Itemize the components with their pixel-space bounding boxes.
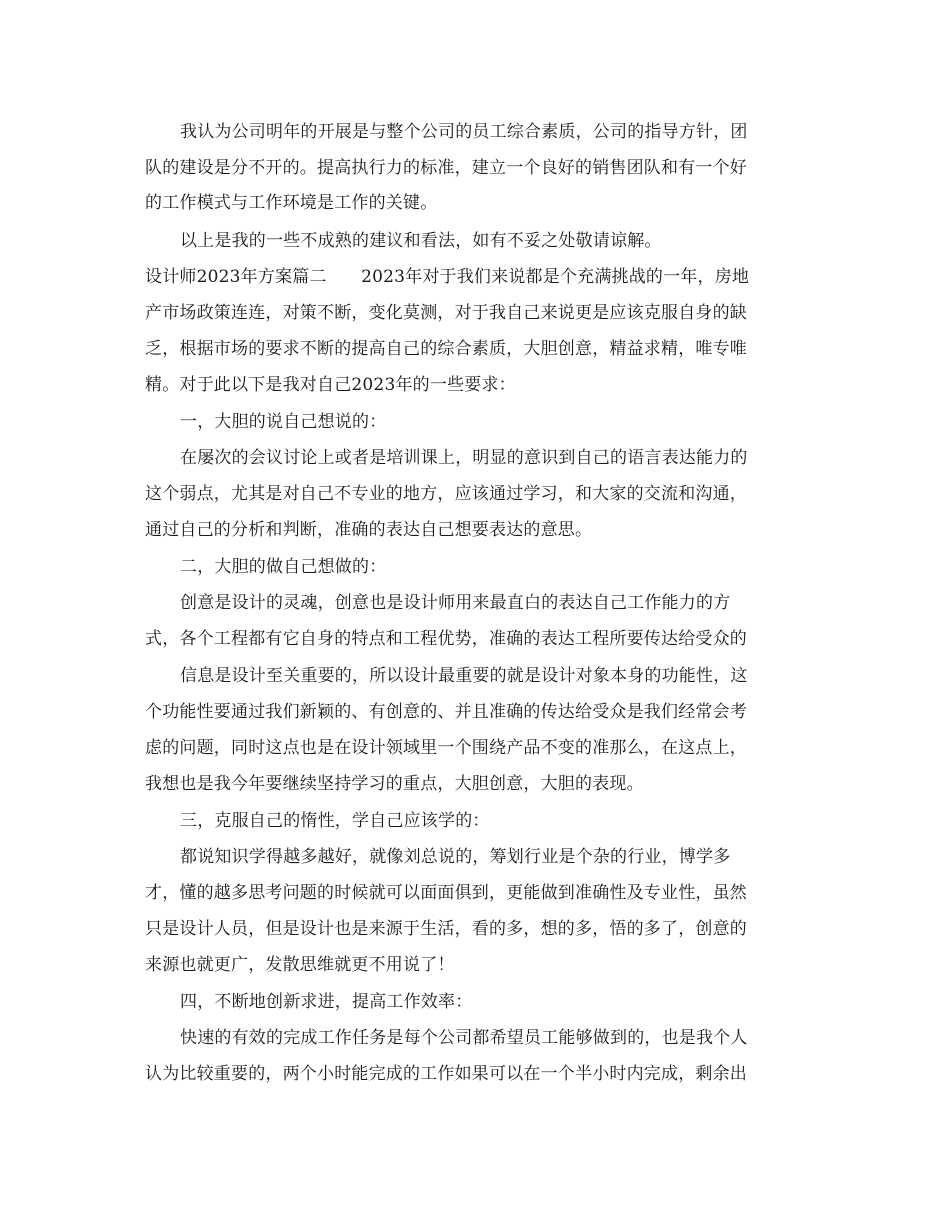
text-line: 的工作模式与工作环境是工作的关键。 (145, 193, 438, 213)
text-line: 个功能性要通过我们新颖的、有创意的、并且准确的传达给受众是我们经常会考 (145, 702, 747, 722)
subheading-line: 四，不断地创新求进，提高工作效率： (180, 992, 473, 1012)
text-line: 我认为公司明年的开展是与整个公司的员工综合素质，公司的指导方针，团 (180, 122, 748, 142)
text-line: 队的建设是分不开的。提高执行力的标准，建立一个良好的销售团队和有一个好 (145, 158, 747, 178)
text-line: 创意是设计的灵魂，创意也是设计师用来最直白的表达自己工作能力的方 (180, 593, 731, 613)
text-line: 都说知识学得越多越好，就像刘总说的，筹划行业是个杂的行业，博学多 (180, 847, 731, 867)
subheading-line: 三，克服自己的惰性，学自己应该学的： (180, 811, 490, 831)
text-line: 产市场政策连连，对策不断，变化莫测，对于我自己来说更是应该克服自身的缺 (145, 303, 747, 323)
text-line: 快速的有效的完成工作任务是每个公司都希望员工能够做到的，也是我个人 (180, 1028, 748, 1048)
text-line: 以上是我的一些不成熟的建议和看法，如有不妥之处敬请谅解。 (180, 231, 662, 251)
text-line: 精。对于此以下是我对自己2023年的一些要求： (145, 375, 516, 395)
text-line: 式，各个工程都有它自身的特点和工程优势，准确的表达工程所要传达给受众的 (145, 629, 747, 649)
text-line: 这个弱点，尤其是对自己不专业的地方，应该通过学习，和大家的交流和沟通， (145, 484, 747, 504)
section-heading-line: 设计师2023年方案篇二 2023年对于我们来说都是个充满挑战的一年，房地 (145, 267, 750, 287)
text-line: 在屡次的会议讨论上或者是培训课上，明显的意识到自己的语言表达能力的 (180, 448, 748, 468)
text-line: 通过自己的分析和判断，准确的表达自己想要表达的意思。 (145, 520, 593, 540)
text-line: 只是设计人员，但是设计也是来源于生活，看的多，想的多，悟的多了，创意的 (145, 919, 747, 939)
subheading-line: 一，大胆的说自己想说的： (180, 412, 387, 432)
text-line: 来源也就更广，发散思维就更不用说了！ (145, 955, 455, 975)
text-line: 乏，根据市场的要求不断的提高自己的综合素质，大胆创意，精益求精，唯专唯 (145, 339, 747, 359)
text-line: 虑的问题，同时这点也是在设计领域里一个围绕产品不变的准那么，在这点上， (145, 738, 747, 758)
text-line: 认为比较重要的，两个小时能完成的工作如果可以在一个半小时内完成，剩余出 (145, 1064, 747, 1084)
text-line: 信息是设计至关重要的，所以设计最重要的就是设计对象本身的功能性，这 (180, 666, 748, 686)
text-line: 才，懂的越多思考问题的时候就可以面面俱到，更能做到准确性及专业性，虽然 (145, 883, 747, 903)
subheading-line: 二，大胆的做自己想做的： (180, 557, 387, 577)
text-line: 我想也是我今年要继续坚持学习的重点，大胆创意，大胆的表现。 (145, 774, 644, 794)
